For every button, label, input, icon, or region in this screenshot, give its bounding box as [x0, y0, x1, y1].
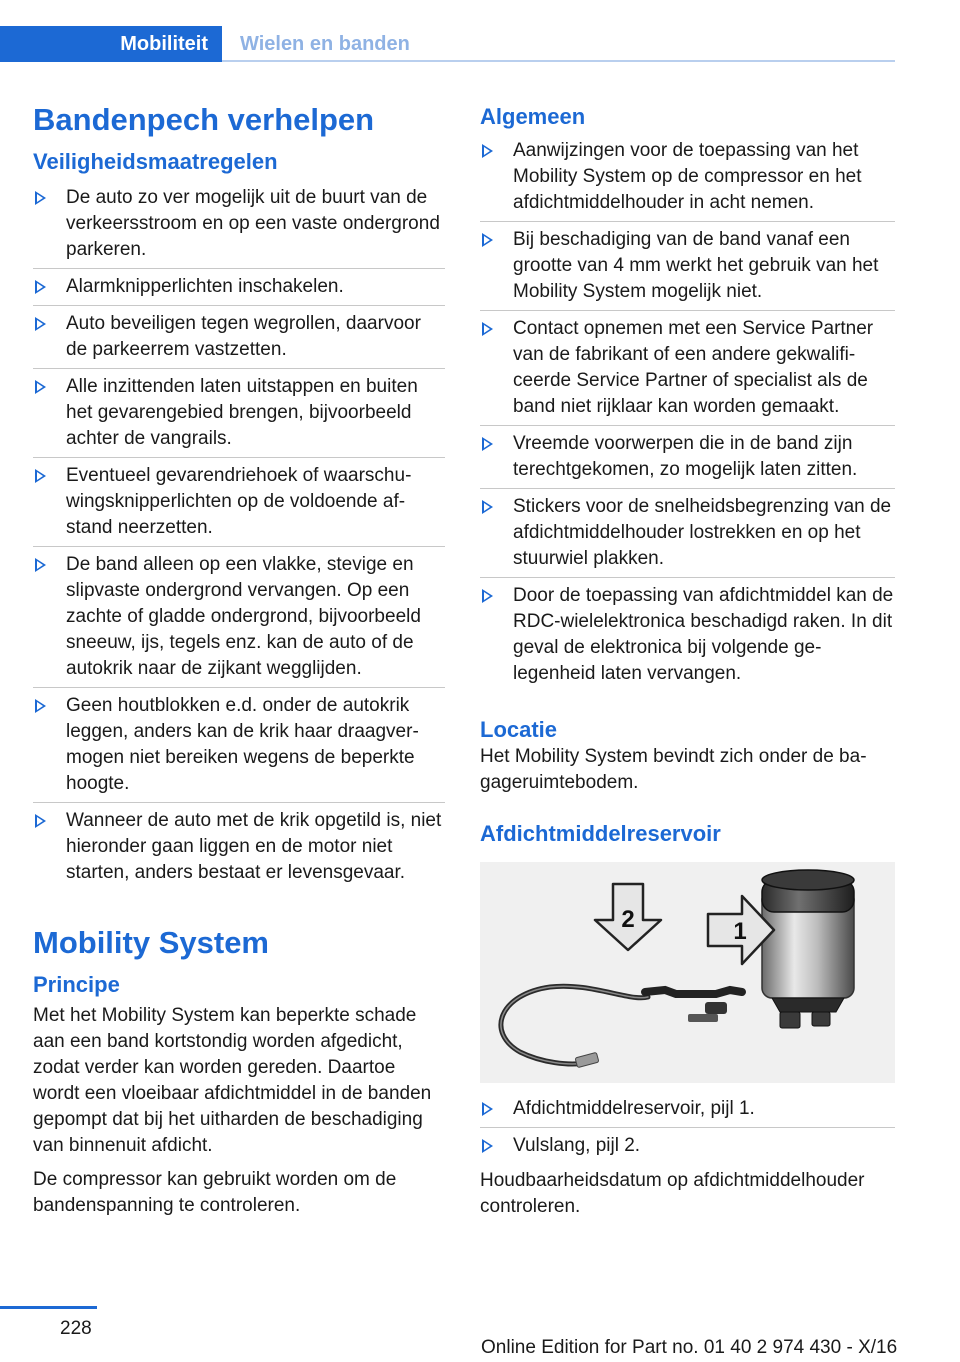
- bullet-triangle-icon: [35, 814, 46, 828]
- bullet-triangle-icon: [482, 1102, 493, 1116]
- tab-mobiliteit[interactable]: Mobiliteit: [0, 26, 222, 62]
- list-item: Vulslang, pijl 2.: [480, 1128, 895, 1164]
- locatie-paragraph: Het Mobility System bevindt zich onder de bagageruimtebodem.: [480, 746, 867, 793]
- reservoir-hose-illustration: [480, 862, 895, 1083]
- bullet-triangle-icon: [35, 280, 46, 294]
- list-item: Auto beveiligen tegen wegrollen, daarvoor de parkeerrem vastzetten.: [33, 306, 445, 369]
- chapter-tabs: [0, 26, 895, 62]
- list-item: Contact opnemen met een Service Partner van de fabrikant of een andere gekwalificeerde Service Partner of specialist als de band niet rijklaar kan worden gemaakt.: [480, 311, 895, 426]
- list-item: Stickers voor de snelheidsbegrenzing van de afdichtmiddelhouder lostrekken en op het stuurwiel plakken.: [480, 489, 895, 578]
- tab-underline: [222, 60, 895, 62]
- bullet-triangle-icon: [35, 699, 46, 713]
- list-item: Wanneer de auto met de krik opgetild is, niet hieronder gaan liggen en de motor niet starten, anders bestaat er levensgevaar.: [33, 803, 445, 891]
- tab-wielen-en-banden[interactable]: Wielen en banden: [240, 32, 410, 55]
- compressor-paragraph: De compressor kan gebruikt worden om de bandenspanning te controleren.: [33, 1169, 397, 1216]
- list-item: Eventueel gevarendriehoek of waarschuwingsknipperlichten op de voldoende afstand neerzetten.: [33, 458, 445, 547]
- list-item: Aanwijzingen voor de toepassing van het Mobility System op de compressor en het afdichtmiddelhouder in acht nemen.: [480, 133, 895, 222]
- list-item: Bij beschadiging van de band vanaf een grootte van 4 mm werkt het gebruik van het Mobility System mogelijk niet.: [480, 222, 895, 311]
- list-item: Alarmknipperlichten inschakelen.: [33, 269, 445, 306]
- bullet-triangle-icon: [482, 322, 493, 336]
- footer-accent-line: [0, 1306, 97, 1309]
- list-item: De auto zo ver mogelijk uit de buurt van de verkeersstroom en op een vaste ondergrond parkeren.: [33, 180, 445, 269]
- section-title-bandenpech: Bandenpech verhelpen: [33, 102, 375, 137]
- algemeen-list: [480, 133, 895, 692]
- page-number: 228: [60, 1318, 92, 1339]
- bullet-triangle-icon: [35, 191, 46, 205]
- subheading-veiligheid: Veiligheidsmaatregelen: [33, 149, 278, 174]
- reservoir-list: [480, 1091, 895, 1164]
- bullet-triangle-icon: [482, 144, 493, 158]
- subheading-afdichtmiddelreservoir: Afdichtmiddelreservoir: [480, 821, 721, 846]
- right-column: [480, 103, 895, 1220]
- list-item: Afdichtmiddelreservoir, pijl 1.: [480, 1091, 895, 1128]
- principe-paragraph: Met het Mobility System kan beperkte schade aan een band kortstondig worden afgedicht, zodat verder kan worden gereden. Daartoe wordt een vloeibaar afdichtmiddel in de banden gepompt dat bij het uitharden de beschadiging van binnenuit afdicht.: [33, 1005, 432, 1156]
- section-title-mobility-system: Mobility System: [33, 925, 269, 960]
- bullet-triangle-icon: [482, 233, 493, 247]
- bullet-triangle-icon: [482, 1139, 493, 1153]
- subheading-locatie: Locatie: [480, 717, 558, 742]
- bullet-triangle-icon: [35, 469, 46, 483]
- bullet-triangle-icon: [482, 437, 493, 451]
- subheading-algemeen: Algemeen: [480, 104, 586, 129]
- list-item: De band alleen op een vlakke, stevige en slipvaste ondergrond vervangen. Op een zachte of gladde ondergrond, bijvoorbeeld sneeuw, ijs, tegels enz. kan de auto of de autokrik naar de zijkant wegglijden.: [33, 547, 445, 688]
- list-item: Alle inzittenden laten uitstappen en buiten het gevarengebied brengen, bijvoorbeeld achter de vangrails.: [33, 369, 445, 458]
- bullet-triangle-icon: [482, 500, 493, 514]
- bullet-triangle-icon: [35, 380, 46, 394]
- arrow-label-2: 2: [621, 906, 635, 933]
- safety-list: [33, 180, 445, 891]
- bullet-triangle-icon: [35, 558, 46, 572]
- bullet-triangle-icon: [482, 589, 493, 603]
- left-column: [33, 100, 445, 1219]
- subheading-principe: Principe: [33, 972, 120, 997]
- edition-footer: Online Edition for Part no. 01 40 2 974 430 - X/16: [481, 1337, 898, 1358]
- list-item: Vreemde voorwerpen die in de band zijn terechtgekomen, zo mogelijk laten zitten.: [480, 426, 895, 489]
- list-item: Door de toepassing van afdichtmiddel kan de RDC-wielelektronica beschadigd raken. In dit geval de elektronica bij volgende gelegenheid laten vervangen.: [480, 578, 895, 692]
- arrow-label-1: 1: [733, 918, 747, 945]
- mobility-system-figure: [480, 862, 895, 1083]
- bullet-triangle-icon: [35, 317, 46, 331]
- houdbaarheid-paragraph: Houdbaarheidsdatum op afdichtmiddelhouder controleren.: [480, 1170, 865, 1217]
- list-item: Geen houtblokken e.d. onder de autokrik leggen, anders kan de krik haar draagvermogen niet bereiken wegens de beperkte hoogte.: [33, 688, 445, 803]
